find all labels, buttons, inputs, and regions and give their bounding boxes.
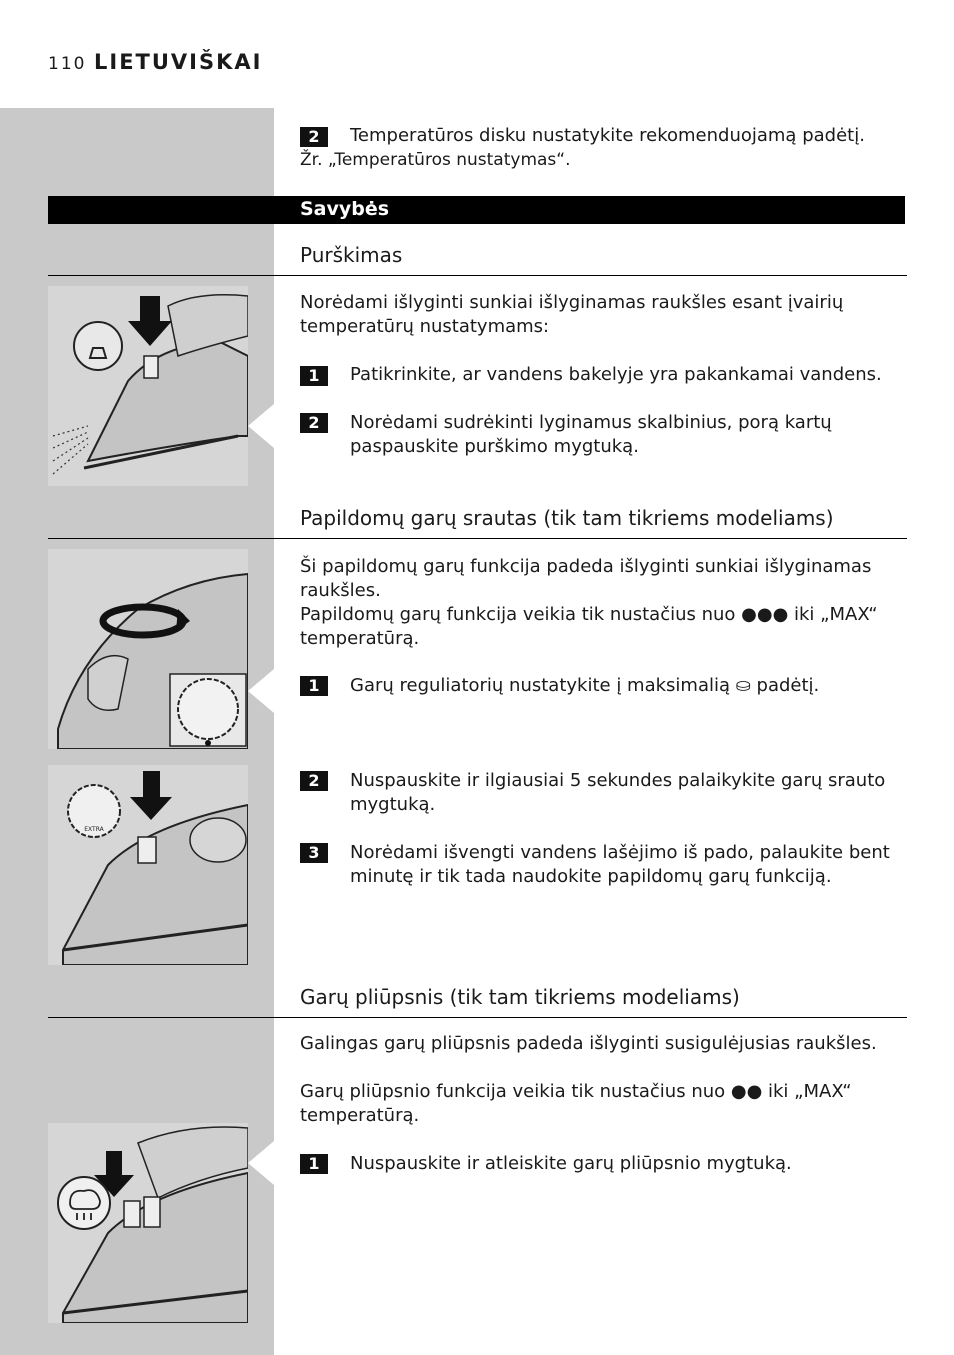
image-notch xyxy=(248,1141,274,1185)
extra-steam-paragraph: Papildomų garų funkcija veikia tik nustačius nuo ●●● iki „MAX“ xyxy=(300,604,878,625)
extra-steam-paragraph: temperatūrą. xyxy=(300,628,420,649)
extra-steam-heading: Papildomų garų srautas (tik tam tikriems modeliams) xyxy=(300,506,834,530)
shot-paragraph: Garų pliūpsnio funkcija veikia tik nustačius nuo ●● iki „MAX“ xyxy=(300,1081,852,1102)
step-number: 2 xyxy=(300,771,328,791)
shot-paragraph: temperatūrą. xyxy=(300,1105,420,1126)
step-text: minutę ir tik tada naudokite papildomų garų funkciją. xyxy=(350,866,832,887)
spray-heading: Purškimas xyxy=(300,243,403,267)
dial-label: EXTRA xyxy=(84,826,104,833)
step-number: 1 xyxy=(300,1154,328,1174)
step-number: 3 xyxy=(300,843,328,863)
step-text: Nuspauskite ir atleiskite garų pliūpsnio mygtuką. xyxy=(350,1153,792,1174)
spray-paragraph: Norėdami išlyginti sunkiai išlyginamas raukšles esant įvairių temperatūrų nustatymams: xyxy=(300,292,844,337)
steam-button-illustration xyxy=(48,765,248,965)
page-number: 110 xyxy=(48,54,87,74)
step-number: 1 xyxy=(300,676,328,696)
extra-steam-paragraph: Ši papildomų garų funkcija padeda išlyginti sunkiai išlyginamas raukšles. xyxy=(300,556,872,601)
steam-dial-illustration xyxy=(48,549,248,749)
divider xyxy=(48,538,907,539)
step-text: paspauskite purškimo mygtuką. xyxy=(350,436,639,457)
step-number: 2 xyxy=(300,127,328,147)
divider xyxy=(48,275,907,276)
step-text: Temperatūros disku nustatykite rekomenduojamą padėtį. xyxy=(350,125,865,146)
divider xyxy=(48,1017,907,1018)
shot-paragraph: Galingas garų pliūpsnis padeda išlyginti susigulėjusias raukšles. xyxy=(300,1033,877,1054)
shot-heading: Garų pliūpsnis (tik tam tikriems modeliams) xyxy=(300,985,740,1009)
step-text: mygtuką. xyxy=(350,794,436,815)
step-text: Norėdami išvengti vandens lašėjimo iš pado, palaukite bent xyxy=(350,842,890,863)
step-text: Norėdami sudrėkinti lyginamus skalbinius, porą kartų xyxy=(350,412,832,433)
step-number: 2 xyxy=(300,413,328,433)
step-number: 1 xyxy=(300,366,328,386)
step-text: Patikrinkite, ar vandens bakelyje yra pakankamai vandens. xyxy=(350,364,882,385)
section-title: Savybės xyxy=(300,198,390,220)
section-bar xyxy=(48,196,905,224)
step-text: Garų reguliatorių nustatykite į maksimalią ⛀ padėtį. xyxy=(350,675,820,696)
steam-shot-illustration xyxy=(48,1123,248,1323)
step-text: Nuspauskite ir ilgiausiai 5 sekundes palaikykite garų srauto xyxy=(350,770,886,791)
spray-illustration xyxy=(48,286,248,486)
image-notch xyxy=(248,404,274,448)
image-notch xyxy=(248,669,274,713)
intro-note: Žr. „Temperatūros nustatymas“. xyxy=(300,150,571,170)
language-title: LIETUVIŠKAI xyxy=(94,50,263,74)
